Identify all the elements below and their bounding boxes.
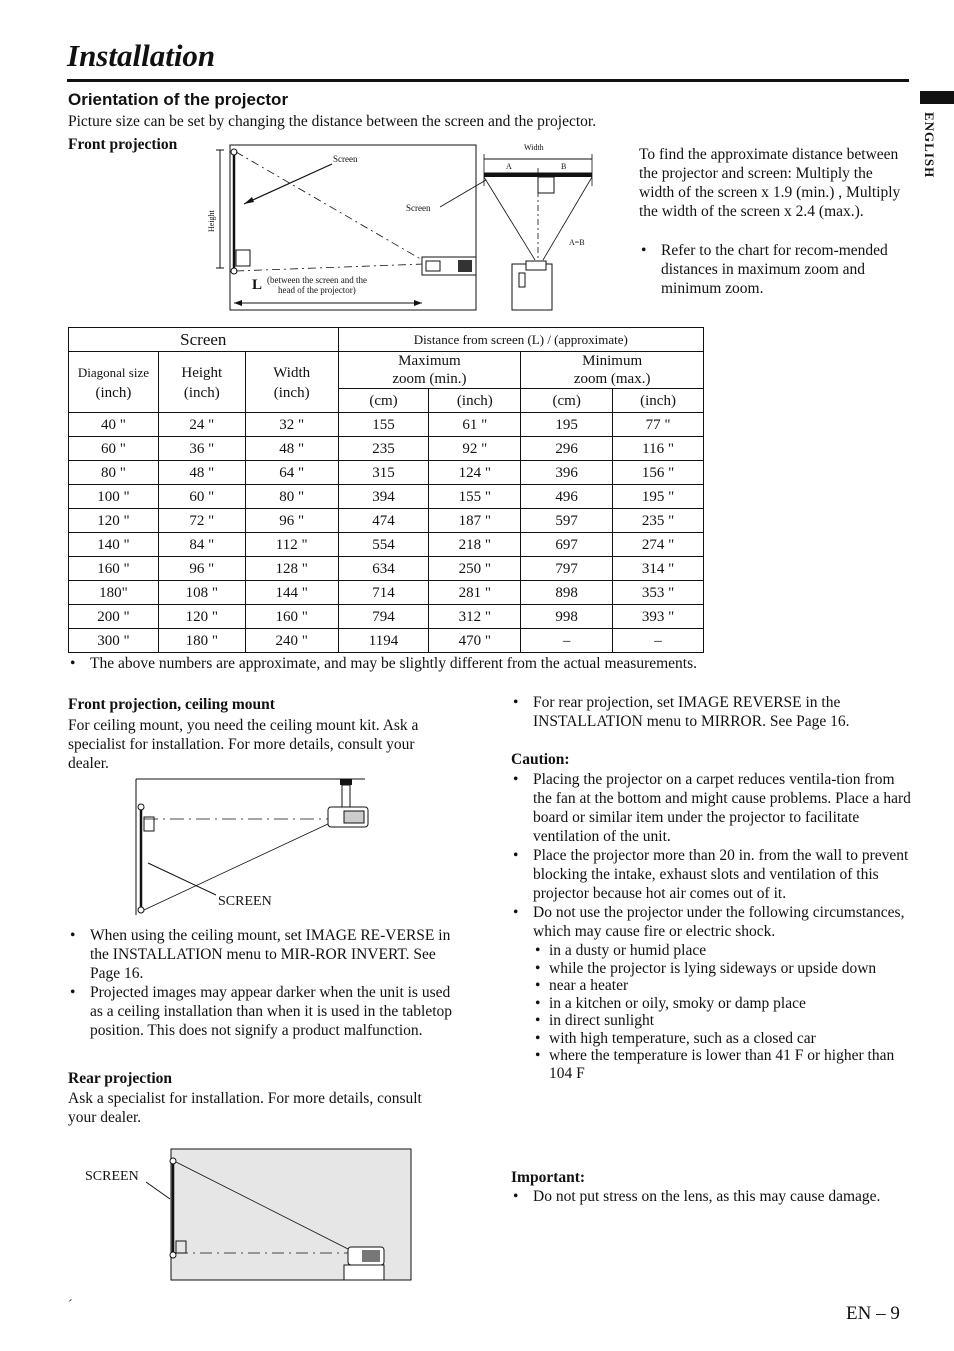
min-inch-cell: 235 " xyxy=(613,509,704,533)
min-inch-cell: – xyxy=(613,629,704,653)
caution-heading: Caution: xyxy=(511,751,570,768)
distance-table xyxy=(68,327,704,653)
rear-screen-label: SCREEN xyxy=(85,1169,139,1184)
min-cm-cell: 998 xyxy=(521,605,613,629)
orientation-heading: Orientation of the projector xyxy=(68,90,289,109)
height-unit: (inch) xyxy=(183,385,220,401)
diag-unit: (inch) xyxy=(95,385,132,401)
max-cm-cell: 235 xyxy=(338,437,429,461)
max-cm-cell: 1194 xyxy=(338,629,429,653)
diag-cell: 80 " xyxy=(69,461,159,485)
height-cell: 48 " xyxy=(158,461,245,485)
width-cell: 64 " xyxy=(245,461,338,485)
rear-projection-diagram xyxy=(80,1145,420,1285)
table-row xyxy=(69,581,704,605)
max-inch-cell: 250 " xyxy=(429,557,521,581)
screen-header: Screen xyxy=(69,328,339,352)
front-projection-diagram xyxy=(200,140,620,315)
max-inch-cell: 187 " xyxy=(429,509,521,533)
important-list xyxy=(511,1187,906,1206)
height-cell: 60 " xyxy=(158,485,245,509)
min-zoom-line2: zoom (max.) xyxy=(573,371,651,387)
max-inch-cell: 312 " xyxy=(429,605,521,629)
max-inch-cell: 92 " xyxy=(429,437,521,461)
chart-reference-list xyxy=(639,241,904,298)
caution-bullet-2: • Place the projector more than 20 in. from the wall to prevent blocking the intake, exhaust slots and ventilation of this projector because hot air comes out of it. xyxy=(511,846,911,903)
height-cell: 24 " xyxy=(158,413,245,437)
max-cm-cell: 634 xyxy=(338,557,429,581)
width-unit: (inch) xyxy=(273,385,310,401)
min-inch-cell: 353 " xyxy=(613,581,704,605)
height-label: Height xyxy=(207,210,216,232)
unit-inch-min: (inch) xyxy=(613,389,704,413)
circumstance-5: • in direct sunlight xyxy=(533,1012,911,1030)
min-zoom-line1: Minimum xyxy=(582,353,643,369)
table-note: • The above numbers are approximate, and may be slightly different from the actual measurements. xyxy=(68,654,868,673)
height-cell: 180 " xyxy=(158,629,245,653)
max-inch-cell: 281 " xyxy=(429,581,521,605)
caution-list xyxy=(511,770,911,1082)
ceiling-text: For ceiling mount, you need the ceiling mount kit. Ask a specialist for installation. For more details, consult your dealer. xyxy=(68,717,419,772)
width-cell: 128 " xyxy=(245,557,338,581)
a-eq-b-label: A=B xyxy=(569,238,585,247)
rear-reverse-bullet: • For rear projection, set IMAGE REVERSE in the INSTALLATION menu to MIRROR. See Page 16. xyxy=(511,693,911,731)
width-header xyxy=(245,352,338,413)
table-row xyxy=(69,461,704,485)
min-inch-cell: 274 " xyxy=(613,533,704,557)
corner-mark: ´ xyxy=(68,1298,73,1313)
height-cell: 72 " xyxy=(158,509,245,533)
side-tab-marker xyxy=(920,91,954,104)
width-cell: 48 " xyxy=(245,437,338,461)
diag-cell: 160 " xyxy=(69,557,159,581)
ceiling-heading: Front projection, ceiling mount xyxy=(68,696,275,713)
unit-cm-min: (cm) xyxy=(521,389,613,413)
max-zoom-line2: zoom (min.) xyxy=(392,371,467,387)
table-row xyxy=(69,533,704,557)
l-note-1: (between the screen and the xyxy=(267,275,367,285)
rear-reverse-list xyxy=(511,693,911,731)
unit-inch-max: (inch) xyxy=(429,389,521,413)
unit-cm-max: (cm) xyxy=(338,389,429,413)
table-row xyxy=(69,485,704,509)
ceiling-screen-label: SCREEN xyxy=(218,894,272,909)
diag-cell: 300 " xyxy=(69,629,159,653)
min-cm-cell: 797 xyxy=(521,557,613,581)
chart-reference-bullet: • Refer to the chart for recom-mended distances in maximum zoom and minimum zoom. xyxy=(639,241,904,298)
max-inch-cell: 124 " xyxy=(429,461,521,485)
circumstances-list xyxy=(533,942,911,1082)
width-cell: 112 " xyxy=(245,533,338,557)
width-cell: 144 " xyxy=(245,581,338,605)
min-cm-cell: 195 xyxy=(521,413,613,437)
max-zoom-line1: Maximum xyxy=(398,353,461,369)
min-cm-cell: 697 xyxy=(521,533,613,557)
rear-text: Ask a specialist for installation. For more details, consult your dealer. xyxy=(68,1090,422,1126)
height-label: Height xyxy=(181,365,223,381)
diag-cell: 140 " xyxy=(69,533,159,557)
circumstance-3: • near a heater xyxy=(533,977,911,995)
max-cm-cell: 714 xyxy=(338,581,429,605)
table-note-list xyxy=(68,654,868,673)
important-heading: Important: xyxy=(511,1169,586,1186)
max-cm-cell: 794 xyxy=(338,605,429,629)
table-row xyxy=(69,629,704,653)
min-cm-cell: 898 xyxy=(521,581,613,605)
l-label: L xyxy=(252,277,263,293)
max-cm-cell: 474 xyxy=(338,509,429,533)
ceiling-bullet-2: • Projected images may appear darker when the unit is used as a ceiling installation than when it is used in the tabletop position. This does not signify a product malfunction. xyxy=(68,983,460,1040)
table-row xyxy=(69,437,704,461)
distance-instructions: To find the approximate distance between the projector and screen: Multiply the width of the screen x 1.9 (min.) , Multiply the width of the screen x 2.4 (max.). xyxy=(639,146,901,220)
circumstance-1: • in a dusty or humid place xyxy=(533,942,911,960)
title-rule xyxy=(67,79,909,82)
min-cm-cell: 296 xyxy=(521,437,613,461)
min-inch-cell: 116 " xyxy=(613,437,704,461)
page-title: Installation xyxy=(67,38,216,73)
table-body xyxy=(69,413,704,653)
table-row xyxy=(69,509,704,533)
width-cell: 160 " xyxy=(245,605,338,629)
height-cell: 120 " xyxy=(158,605,245,629)
ceiling-bullets xyxy=(68,926,460,1040)
diag-cell: 40 " xyxy=(69,413,159,437)
width-label: Width xyxy=(524,143,544,152)
caution-bullet-3 xyxy=(511,903,911,1082)
height-header xyxy=(158,352,245,413)
max-cm-cell: 554 xyxy=(338,533,429,557)
diag-header xyxy=(69,352,159,413)
a-label: A xyxy=(506,162,512,171)
max-cm-cell: 155 xyxy=(338,413,429,437)
diag-cell: 120 " xyxy=(69,509,159,533)
rear-heading: Rear projection xyxy=(68,1070,173,1087)
caution-bullet-3-text: Do not use the projector under the following circumstances, which may cause fire or electric shock. xyxy=(533,904,905,940)
diag-cell: 200 " xyxy=(69,605,159,629)
min-inch-cell: 77 " xyxy=(613,413,704,437)
orientation-intro: Picture size can be set by changing the distance between the screen and the projector. xyxy=(68,113,597,130)
height-cell: 96 " xyxy=(158,557,245,581)
min-zoom-header xyxy=(521,352,704,389)
min-inch-cell: 156 " xyxy=(613,461,704,485)
ceiling-bullet-1: • When using the ceiling mount, set IMAGE RE-VERSE in the INSTALLATION menu to MIR-ROR INVERT. See Page 16. xyxy=(68,926,460,983)
caution-bullet-1: • Placing the projector on a carpet reduces ventila-tion from the fan at the bottom and might cause problems. Place a hard board or similar item under the projector to facilitate ventilation of the unit. xyxy=(511,770,911,846)
screen-label: Screen xyxy=(333,154,358,164)
top-view-screen-label: Screen xyxy=(406,203,431,213)
circumstance-6: • with high temperature, such as a closed car xyxy=(533,1030,911,1048)
width-cell: 240 " xyxy=(245,629,338,653)
max-inch-cell: 155 " xyxy=(429,485,521,509)
min-inch-cell: 314 " xyxy=(613,557,704,581)
ceiling-mount-diagram xyxy=(130,775,375,920)
front-projection-label: Front projection xyxy=(68,136,178,153)
page-number: EN – 9 xyxy=(846,1303,900,1324)
width-cell: 96 " xyxy=(245,509,338,533)
circumstance-2: • while the projector is lying sideways or upside down xyxy=(533,960,911,978)
width-label: Width xyxy=(273,365,311,381)
l-note-2: head of the projector) xyxy=(278,285,356,295)
height-cell: 36 " xyxy=(158,437,245,461)
circumstance-4: • in a kitchen or oily, smoky or damp place xyxy=(533,995,911,1013)
height-cell: 84 " xyxy=(158,533,245,557)
max-inch-cell: 61 " xyxy=(429,413,521,437)
max-cm-cell: 315 xyxy=(338,461,429,485)
min-inch-cell: 195 " xyxy=(613,485,704,509)
important-bullet: • Do not put stress on the lens, as this may cause damage. xyxy=(511,1187,906,1206)
max-inch-cell: 470 " xyxy=(429,629,521,653)
width-cell: 80 " xyxy=(245,485,338,509)
max-inch-cell: 218 " xyxy=(429,533,521,557)
table-row xyxy=(69,557,704,581)
b-label: B xyxy=(561,162,567,171)
min-cm-cell: 396 xyxy=(521,461,613,485)
min-cm-cell: 496 xyxy=(521,485,613,509)
diag-cell: 60 " xyxy=(69,437,159,461)
min-cm-cell: 597 xyxy=(521,509,613,533)
table-row xyxy=(69,605,704,629)
height-cell: 108 " xyxy=(158,581,245,605)
table-row xyxy=(69,413,704,437)
language-label: ENGLISH xyxy=(922,112,937,179)
distance-header: Distance from screen (L) / (approximate) xyxy=(338,328,703,352)
diag-cell: 180" xyxy=(69,581,159,605)
circumstance-7: • where the temperature is lower than 41 F or higher than 104 F xyxy=(533,1047,911,1082)
max-zoom-header xyxy=(338,352,521,389)
min-cm-cell: – xyxy=(521,629,613,653)
max-cm-cell: 394 xyxy=(338,485,429,509)
diag-cell: 100 " xyxy=(69,485,159,509)
min-inch-cell: 393 " xyxy=(613,605,704,629)
diag-label: Diagonal size xyxy=(77,365,149,380)
width-cell: 32 " xyxy=(245,413,338,437)
